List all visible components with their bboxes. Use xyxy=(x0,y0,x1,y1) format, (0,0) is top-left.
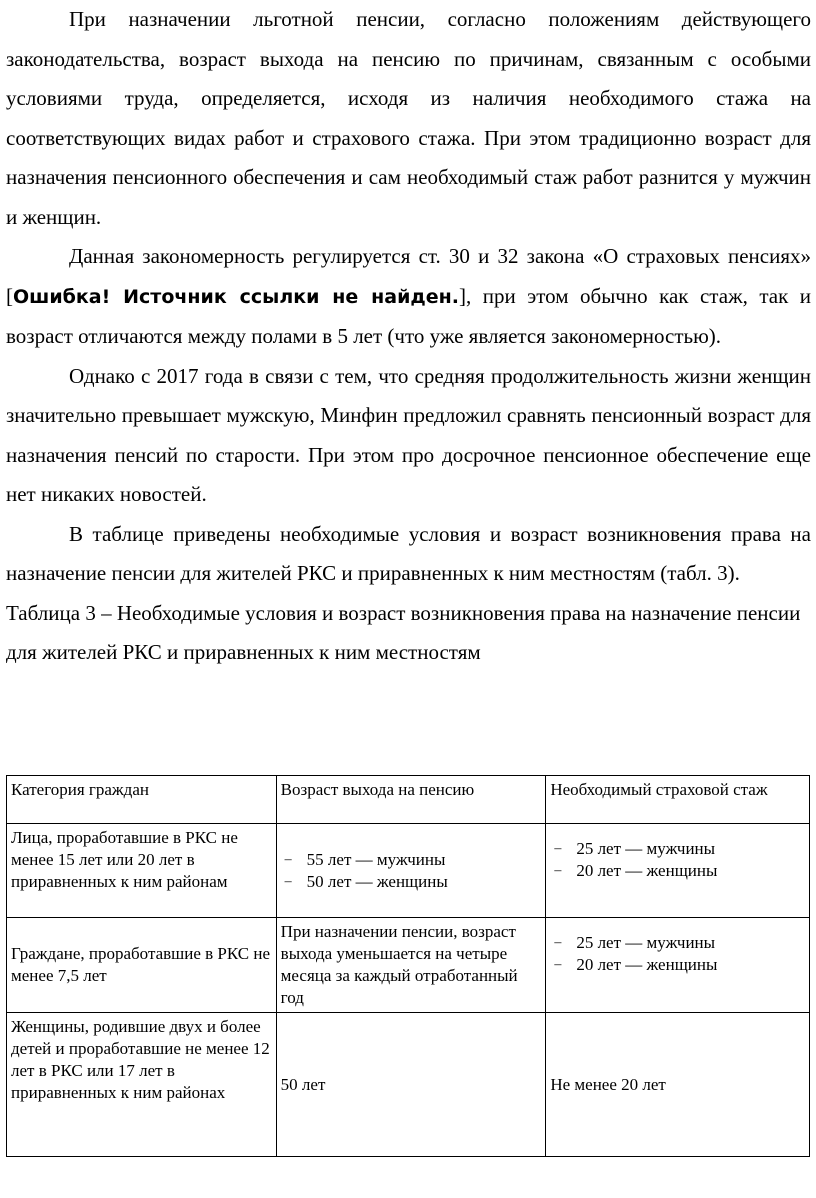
paragraph-2 xyxy=(0,237,816,357)
paragraph-2-end: ], при этом обычно как стаж, так и возраст отличаются между полами в 5 лет (что уже является закономерностью). xyxy=(6,283,812,348)
paragraph-1: При назначении льготной пенсии, согласно положениям действующего законодательства, возраст выхода на пенсию по причинам, связанным с особыми условиями труда, определяется, исходя из наличия необходимого стажа на соответствующих видах работ и страхового стажа. При этом традиционно возраст для назначения пенсионного обеспечения и сам необходимый стаж работ разнится у мужчин и женщин. xyxy=(6,7,811,229)
row-2-exp-women: – 20 лет — женщины xyxy=(550,954,805,976)
header-age: Возраст выхода на пенсию xyxy=(276,776,546,824)
reference-error: Ошибка! Источник ссылки не найден. xyxy=(13,285,460,308)
table-row xyxy=(7,1013,810,1157)
header-experience: Необходимый страховой стаж xyxy=(546,776,810,824)
header-category: Категория граждан xyxy=(7,776,277,824)
row-1-age xyxy=(276,824,546,918)
table-caption: Таблица 3 – Необходимые условия и возраст возникновения права на назначение пенсии для жителей РКС и приравненных к ним местностям xyxy=(6,600,801,664)
paragraph-2-start: Данная закономерность регулируется ст. 30 и 32 закона «О страховых пенсиях» [ xyxy=(6,244,811,308)
row-2-age: При назначении пенсии, возраст выхода уменьшается на четыре месяца за каждый отработанный год xyxy=(276,918,546,1013)
row-2-experience xyxy=(546,918,810,1013)
table-row xyxy=(7,918,810,1013)
row-2-exp-men: – 25 лет — мужчины xyxy=(550,932,805,954)
row-1-exp-men: – 25 лет — мужчины xyxy=(550,838,805,860)
row-2-category: Граждане, проработавшие в РКС не менее 7,5 лет xyxy=(7,918,277,1013)
row-1-category: Лица, проработавшие в РКС не менее 15 лет или 20 лет в приравненных к ним районам xyxy=(7,824,277,918)
row-1-age-women: – 50 лет — женщины xyxy=(281,871,542,893)
table-row xyxy=(7,824,810,918)
table-header-row xyxy=(7,776,810,824)
row-3-category: Женщины, родившие двух и более детей и проработавшие не менее 12 лет в РКС или 17 лет в приравненных к ним районах xyxy=(7,1013,277,1157)
paragraph-4: В таблице приведены необходимые условия и возраст возникновения права на назначение пенсии для жителей РКС и приравненных к ним местностям (табл. 3). xyxy=(6,521,811,585)
row-3-experience: Не менее 20 лет xyxy=(546,1013,810,1157)
row-1-exp-women: – 20 лет — женщины xyxy=(550,860,805,882)
row-1-age-men: – 55 лет — мужчины xyxy=(281,849,542,871)
row-1-experience xyxy=(546,824,810,918)
paragraph-3: Однако с 2017 года в связи с тем, что средняя продолжительность жизни женщин значительно превышает мужскую, Минфин предложил сравнять пенсионный возраст для назначения пенсий по старости. При этом про досрочное пенсионное обеспечение еще нет никаких новостей. xyxy=(6,363,811,506)
row-3-age: 50 лет xyxy=(276,1013,546,1157)
conditions-table xyxy=(6,775,810,1157)
